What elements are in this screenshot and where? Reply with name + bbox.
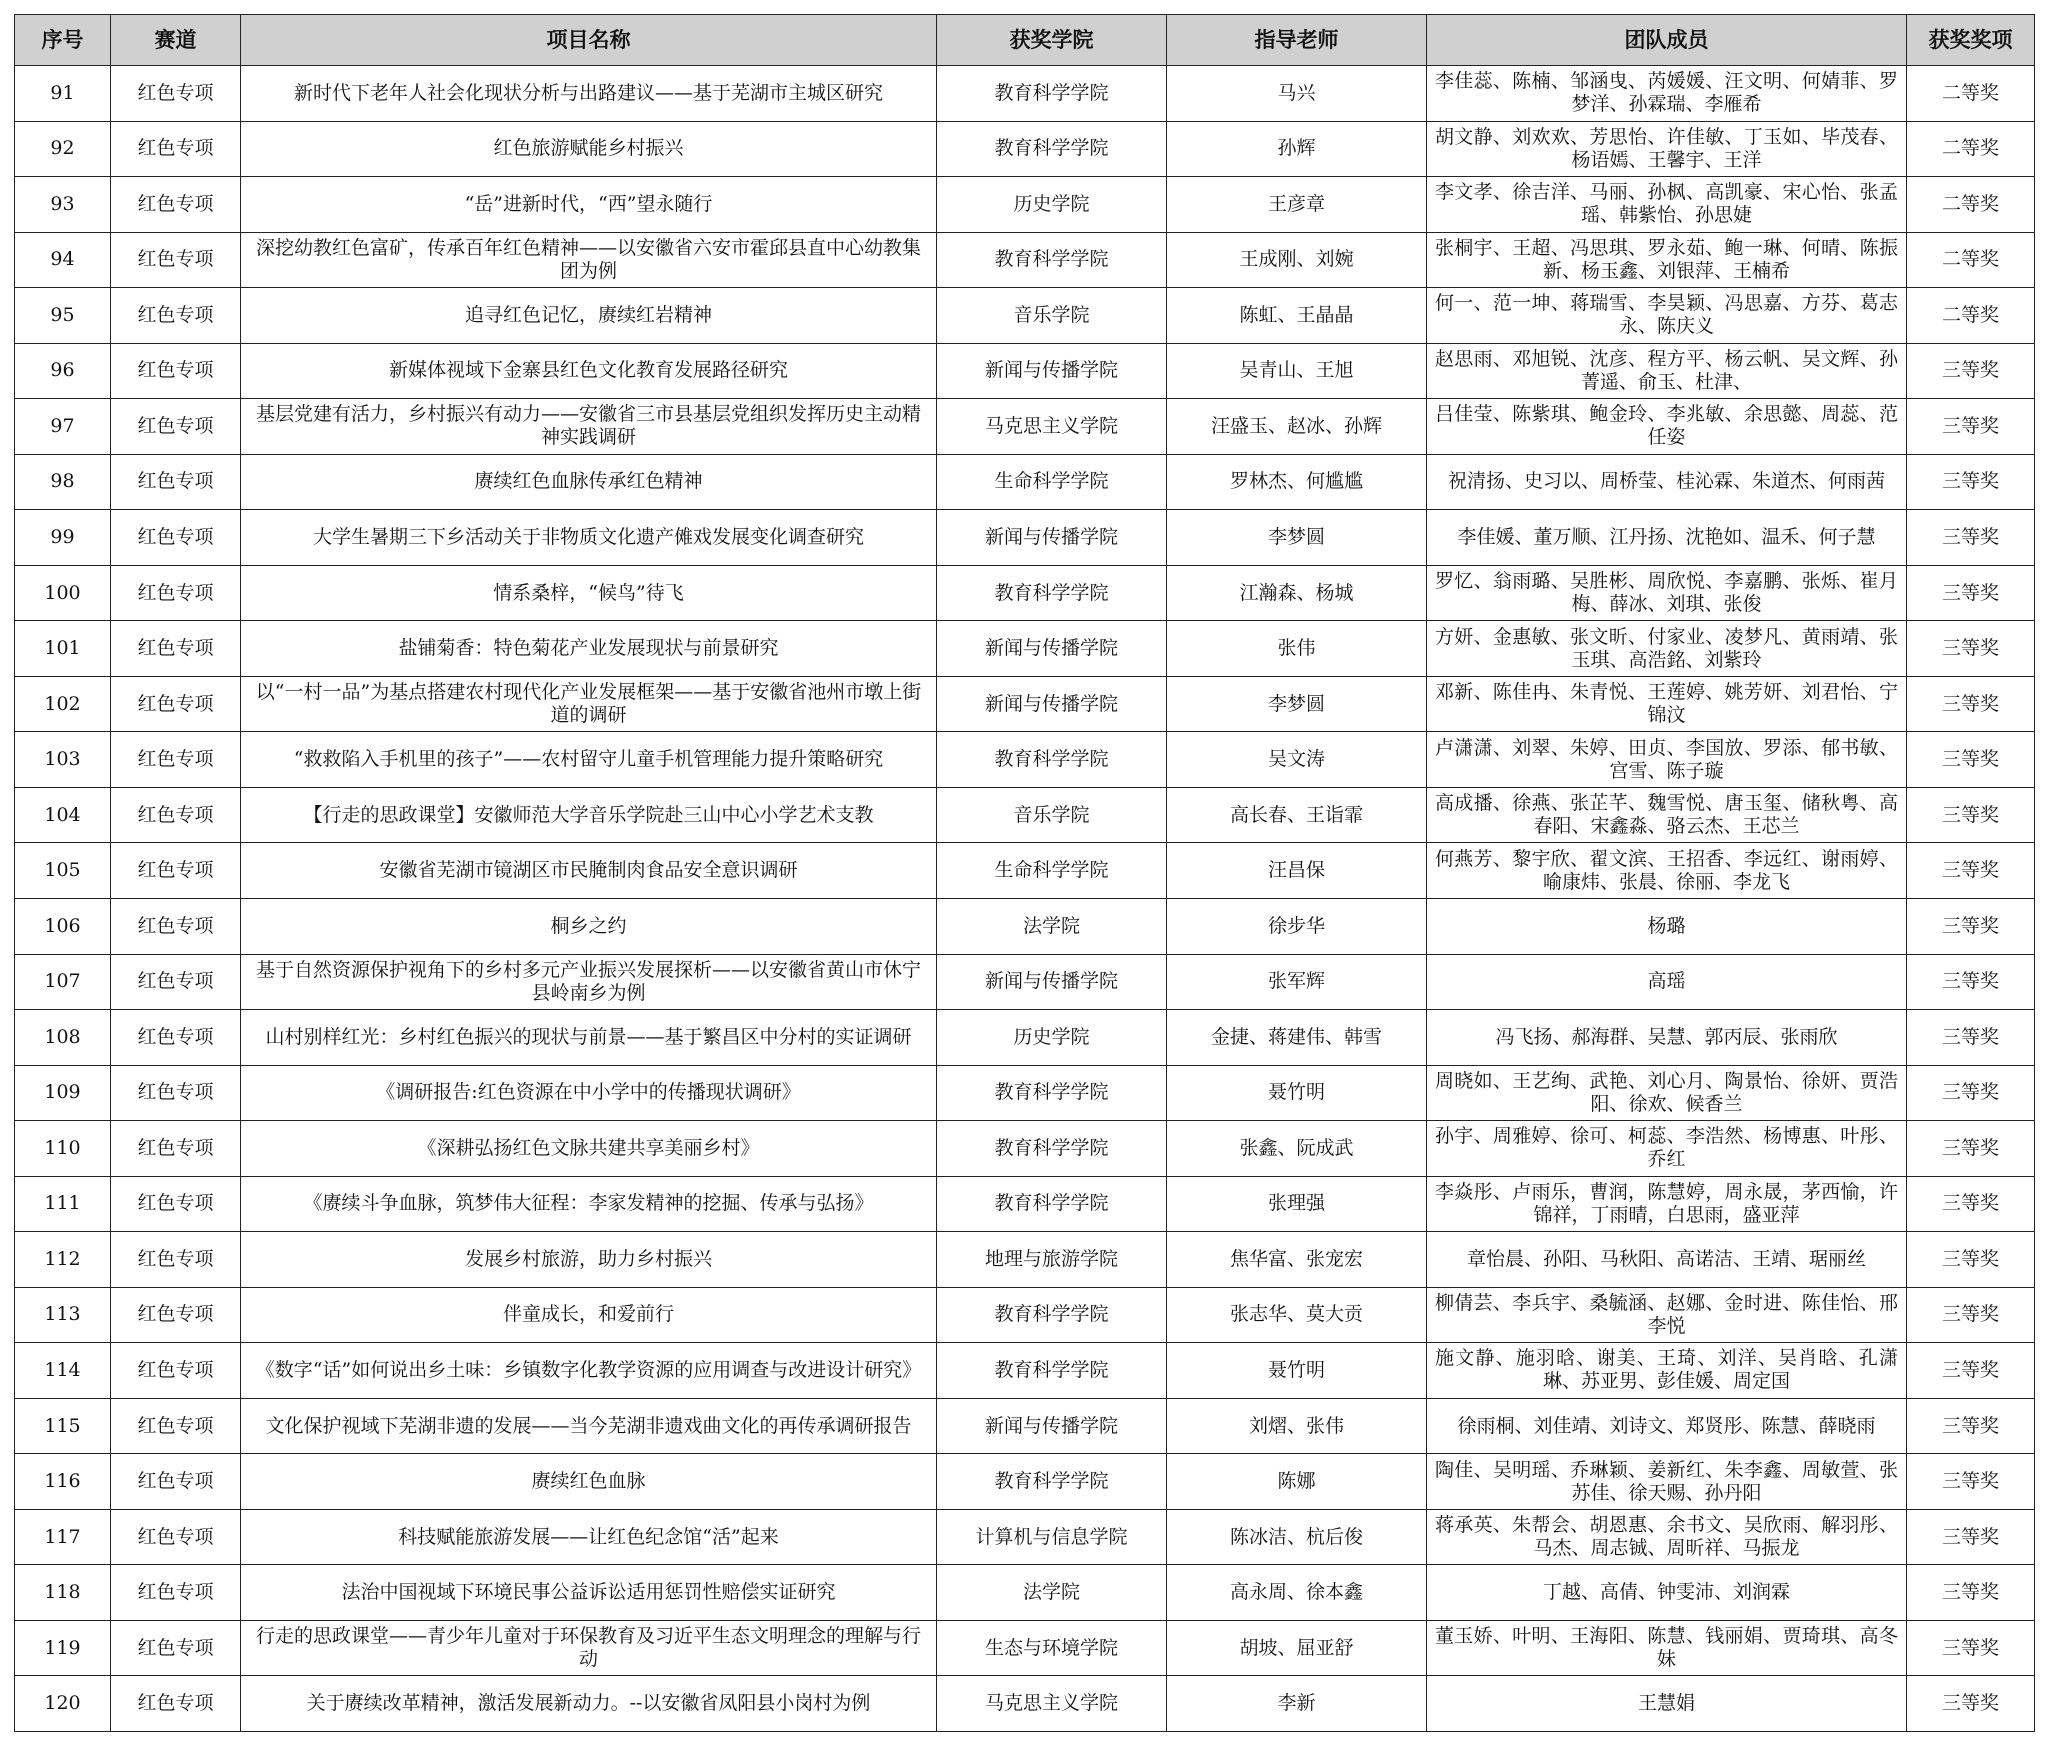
cell-college: 新闻与传播学院 [937,676,1167,732]
cell-team-members: 章怡晨、孙阳、马秋阳、高诺洁、王靖、琚丽丝 [1427,1232,1907,1288]
cell-advisor: 金捷、蒋建伟、韩雪 [1167,1010,1427,1066]
cell-index: 110 [15,1121,111,1177]
cell-project-name: 行走的思政课堂——青少年儿童对于环保教育及习近平生态文明理念的理解与行动 [241,1620,937,1676]
cell-advisor: 张志华、莫大贡 [1167,1287,1427,1343]
cell-project-name: 红色旅游赋能乡村振兴 [241,121,937,177]
cell-track: 红色专项 [111,1121,241,1177]
cell-index: 114 [15,1343,111,1399]
cell-index: 96 [15,343,111,399]
cell-award: 二等奖 [1907,288,2035,344]
cell-award: 三等奖 [1907,454,2035,510]
cell-track: 红色专项 [111,288,241,344]
cell-advisor: 汪盛玉、赵冰、孙辉 [1167,399,1427,455]
table-row [15,1176,2035,1232]
cell-team-members: 董玉娇、叶明、王海阳、陈慧、钱丽娟、贾琦琪、高冬妹 [1427,1620,1907,1676]
cell-college: 生态与环境学院 [937,1620,1167,1676]
table-row [15,843,2035,899]
cell-award: 二等奖 [1907,177,2035,233]
table-row [15,288,2035,344]
cell-award: 三等奖 [1907,1565,2035,1621]
cell-award: 二等奖 [1907,121,2035,177]
cell-track: 红色专项 [111,1010,241,1066]
cell-track: 红色专项 [111,1509,241,1565]
cell-team-members: 何一、范一坤、蒋瑞雪、李昊颖、冯思嘉、方芬、葛志永、陈庆义 [1427,288,1907,344]
cell-track: 红色专项 [111,1343,241,1399]
cell-advisor: 马兴 [1167,66,1427,122]
cell-project-name: 新媒体视域下金寨县红色文化教育发展路径研究 [241,343,937,399]
table-row [15,1065,2035,1121]
cell-team-members: 高瑶 [1427,954,1907,1010]
cell-team-members: 王慧娟 [1427,1676,1907,1732]
cell-award: 三等奖 [1907,732,2035,788]
cell-award: 三等奖 [1907,898,2035,954]
table-row [15,66,2035,122]
cell-track: 红色专项 [111,510,241,566]
cell-track: 红色专项 [111,787,241,843]
table-row [15,1232,2035,1288]
cell-award: 三等奖 [1907,1454,2035,1510]
cell-index: 111 [15,1176,111,1232]
cell-track: 红色专项 [111,343,241,399]
table-row [15,454,2035,510]
header-row [15,15,2035,66]
cell-team-members: 高成播、徐燕、张芷芊、魏雪悦、唐玉玺、储秋粤、高春阳、宋鑫淼、骆云杰、王芯兰 [1427,787,1907,843]
cell-award: 二等奖 [1907,232,2035,288]
table-row [15,1676,2035,1732]
cell-team-members: 柳倩芸、李兵宇、桑毓涵、赵娜、金时进、陈佳怡、邢李悦 [1427,1287,1907,1343]
cell-advisor: 聂竹明 [1167,1343,1427,1399]
cell-track: 红色专项 [111,454,241,510]
table-row [15,1398,2035,1454]
cell-college: 历史学院 [937,177,1167,233]
cell-project-name: “岳”进新时代，“西”望永随行 [241,177,937,233]
cell-advisor: 王成刚、刘婉 [1167,232,1427,288]
cell-team-members: 何燕芳、黎宇欣、翟文滨、王招香、李远红、谢雨婷、喻康炜、张晨、徐丽、李龙飞 [1427,843,1907,899]
cell-award: 三等奖 [1907,1398,2035,1454]
table-row [15,1010,2035,1066]
cell-index: 98 [15,454,111,510]
cell-advisor: 吴青山、王旭 [1167,343,1427,399]
cell-award: 三等奖 [1907,1509,2035,1565]
table-row [15,1509,2035,1565]
cell-track: 红色专项 [111,1287,241,1343]
cell-award: 三等奖 [1907,1010,2035,1066]
table-row [15,1343,2035,1399]
cell-team-members: 吕佳莹、陈紫琪、鲍金玲、李兆敏、余思懿、周蕊、范任姿 [1427,399,1907,455]
cell-index: 99 [15,510,111,566]
cell-project-name: “救救陷入手机里的孩子”——农村留守儿童手机管理能力提升策略研究 [241,732,937,788]
cell-index: 104 [15,787,111,843]
cell-college: 教育科学学院 [937,1343,1167,1399]
cell-track: 红色专项 [111,1232,241,1288]
cell-college: 教育科学学院 [937,1454,1167,1510]
table-row [15,565,2035,621]
cell-index: 109 [15,1065,111,1121]
cell-college: 教育科学学院 [937,565,1167,621]
cell-index: 100 [15,565,111,621]
cell-index: 106 [15,898,111,954]
cell-index: 117 [15,1509,111,1565]
cell-award: 三等奖 [1907,954,2035,1010]
cell-project-name: 安徽省芜湖市镜湖区市民腌制肉食品安全意识调研 [241,843,937,899]
cell-award: 三等奖 [1907,1343,2035,1399]
cell-award: 三等奖 [1907,676,2035,732]
cell-team-members: 李佳蕊、陈楠、邹涵曳、芮媛媛、汪文明、何婧菲、罗梦洋、孙霖瑞、李雁希 [1427,66,1907,122]
cell-project-name: 基于自然资源保护视角下的乡村多元产业振兴发展探析——以安徽省黄山市休宁县岭南乡为例 [241,954,937,1010]
cell-college: 教育科学学院 [937,66,1167,122]
cell-track: 红色专项 [111,676,241,732]
cell-team-members: 方妍、金惠敏、张文昕、付家业、凌梦凡、黄雨靖、张玉琪、高浩銘、刘紫玲 [1427,621,1907,677]
cell-team-members: 蒋承英、朱帮会、胡恩惠、余书文、吴欣雨、解羽彤、马杰、周志铖、周昕祥、马振龙 [1427,1509,1907,1565]
cell-index: 112 [15,1232,111,1288]
cell-index: 105 [15,843,111,899]
cell-award: 三等奖 [1907,1676,2035,1732]
cell-college: 计算机与信息学院 [937,1509,1167,1565]
cell-team-members: 赵思雨、邓旭锐、沈彦、程方平、杨云帆、吴文辉、孙菁遥、俞玉、杜津、 [1427,343,1907,399]
cell-college: 新闻与传播学院 [937,343,1167,399]
cell-college: 音乐学院 [937,787,1167,843]
cell-award: 三等奖 [1907,787,2035,843]
cell-college: 新闻与传播学院 [937,1398,1167,1454]
cell-advisor: 孙辉 [1167,121,1427,177]
table-row [15,732,2035,788]
cell-track: 红色专项 [111,1454,241,1510]
cell-advisor: 李梦圆 [1167,676,1427,732]
cell-advisor: 吴文涛 [1167,732,1427,788]
awards-table [14,14,2035,1732]
cell-project-name: 以“一村一品”为基点搭建农村现代化产业发展框架——基于安徽省池州市墩上街道的调研 [241,676,937,732]
cell-index: 103 [15,732,111,788]
cell-team-members: 杨璐 [1427,898,1907,954]
cell-advisor: 高长春、王诣霏 [1167,787,1427,843]
header-project-name: 项目名称 [241,15,937,66]
cell-college: 新闻与传播学院 [937,954,1167,1010]
table-row [15,1121,2035,1177]
cell-index: 115 [15,1398,111,1454]
cell-project-name: 《赓续斗争血脉，筑梦伟大征程：李家发精神的挖掘、传承与弘扬》 [241,1176,937,1232]
cell-project-name: 新时代下老年人社会化现状分析与出路建议——基于芜湖市主城区研究 [241,66,937,122]
cell-advisor: 张军辉 [1167,954,1427,1010]
table-row [15,787,2035,843]
cell-index: 119 [15,1620,111,1676]
cell-track: 红色专项 [111,1398,241,1454]
table-row [15,1287,2035,1343]
cell-track: 红色专项 [111,954,241,1010]
table-row [15,232,2035,288]
cell-track: 红色专项 [111,621,241,677]
cell-college: 新闻与传播学院 [937,510,1167,566]
cell-index: 91 [15,66,111,122]
cell-track: 红色专项 [111,1065,241,1121]
header-index: 序号 [15,15,111,66]
cell-project-name: 桐乡之约 [241,898,937,954]
cell-award: 三等奖 [1907,343,2035,399]
cell-advisor: 陈虹、王晶晶 [1167,288,1427,344]
cell-track: 红色专项 [111,66,241,122]
cell-index: 116 [15,1454,111,1510]
table-row [15,121,2035,177]
cell-team-members: 陶佳、吴明瑶、乔琳颖、姜新红、朱李鑫、周敏萱、张苏佳、徐天赐、孙丹阳 [1427,1454,1907,1510]
cell-team-members: 祝清扬、史习以、周桥莹、桂沁霖、朱道杰、何雨茜 [1427,454,1907,510]
cell-advisor: 张伟 [1167,621,1427,677]
cell-index: 118 [15,1565,111,1621]
cell-team-members: 卢潇潇、刘翠、朱婷、田贞、李国放、罗添、郁书敏、宫雪、陈子璇 [1427,732,1907,788]
cell-advisor: 陈娜 [1167,1454,1427,1510]
header-advisor: 指导老师 [1167,15,1427,66]
header-team-members: 团队成员 [1427,15,1907,66]
cell-index: 113 [15,1287,111,1343]
cell-project-name: 追寻红色记忆，赓续红岩精神 [241,288,937,344]
cell-college: 历史学院 [937,1010,1167,1066]
cell-project-name: 发展乡村旅游，助力乡村振兴 [241,1232,937,1288]
cell-project-name: 《数字“话”如何说出乡土味：乡镇数字化教学资源的应用调查与改进设计研究》 [241,1343,937,1399]
cell-track: 红色专项 [111,1620,241,1676]
cell-advisor: 李新 [1167,1676,1427,1732]
table-body [15,66,2035,1732]
cell-college: 音乐学院 [937,288,1167,344]
cell-index: 93 [15,177,111,233]
cell-track: 红色专项 [111,1176,241,1232]
cell-track: 红色专项 [111,232,241,288]
cell-team-members: 胡文静、刘欢欢、芳思怡、许佳敏、丁玉如、毕茂春、杨语嫣、王馨宇、王洋 [1427,121,1907,177]
cell-track: 红色专项 [111,565,241,621]
cell-college: 新闻与传播学院 [937,621,1167,677]
cell-college: 教育科学学院 [937,1065,1167,1121]
cell-team-members: 徐雨桐、刘佳靖、刘诗文、郑贤彤、陈慧、薛晓雨 [1427,1398,1907,1454]
cell-team-members: 李焱彤、卢雨乐，曹润，陈慧婷，周永晟，茅西愉，许锦祥，丁雨晴，白思雨，盛亚萍 [1427,1176,1907,1232]
cell-advisor: 李梦圆 [1167,510,1427,566]
cell-college: 生命科学学院 [937,843,1167,899]
header-award: 获奖奖项 [1907,15,2035,66]
cell-project-name: 赓续红色血脉传承红色精神 [241,454,937,510]
cell-track: 红色专项 [111,399,241,455]
cell-project-name: 科技赋能旅游发展——让红色纪念馆“活”起来 [241,1509,937,1565]
cell-college: 教育科学学院 [937,121,1167,177]
cell-team-members: 邓新、陈佳冉、朱青悦、王莲婷、姚芳妍、刘君怡、宁锦汶 [1427,676,1907,732]
cell-team-members: 罗忆、翁雨璐、吴胜彬、周欣悦、李嘉鹏、张烁、崔月梅、薛冰、刘琪、张俊 [1427,565,1907,621]
cell-college: 教育科学学院 [937,1176,1167,1232]
cell-track: 红色专项 [111,898,241,954]
table-row [15,343,2035,399]
cell-track: 红色专项 [111,1676,241,1732]
cell-advisor: 聂竹明 [1167,1065,1427,1121]
cell-project-name: 《深耕弘扬红色文脉共建共享美丽乡村》 [241,1121,937,1177]
cell-award: 三等奖 [1907,1065,2035,1121]
cell-advisor: 王彦章 [1167,177,1427,233]
cell-project-name: 【行走的思政课堂】安徽师范大学音乐学院赴三山中心小学艺术支教 [241,787,937,843]
cell-track: 红色专项 [111,843,241,899]
cell-college: 教育科学学院 [937,232,1167,288]
cell-team-members: 李佳媛、董万顺、江丹扬、沈艳如、温禾、何子慧 [1427,510,1907,566]
cell-project-name: 文化保护视域下芜湖非遗的发展——当今芜湖非遗戏曲文化的再传承调研报告 [241,1398,937,1454]
cell-award: 三等奖 [1907,621,2035,677]
cell-team-members: 丁越、高倩、钟雯沛、刘润霖 [1427,1565,1907,1621]
cell-advisor: 高永周、徐本鑫 [1167,1565,1427,1621]
table-row [15,1620,2035,1676]
cell-college: 教育科学学院 [937,1121,1167,1177]
cell-index: 97 [15,399,111,455]
cell-college: 法学院 [937,898,1167,954]
table-row [15,954,2035,1010]
cell-team-members: 冯飞扬、郝海群、吴慧、郭丙辰、张雨欣 [1427,1010,1907,1066]
cell-track: 红色专项 [111,732,241,788]
cell-award: 三等奖 [1907,565,2035,621]
cell-index: 92 [15,121,111,177]
cell-award: 三等奖 [1907,843,2035,899]
cell-advisor: 陈冰洁、杭后俊 [1167,1509,1427,1565]
table-row [15,898,2035,954]
cell-index: 107 [15,954,111,1010]
cell-index: 101 [15,621,111,677]
cell-team-members: 孙宇、周雅婷、徐可、柯蕊、李浩然、杨博惠、叶彤、乔红 [1427,1121,1907,1177]
cell-college: 法学院 [937,1565,1167,1621]
cell-index: 95 [15,288,111,344]
cell-team-members: 李文孝、徐吉洋、马丽、孙枫、高凯豪、宋心怡、张孟瑶、韩紫怡、孙思婕 [1427,177,1907,233]
cell-project-name: 深挖幼教红色富矿，传承百年红色精神——以安徽省六安市霍邱县直中心幼教集团为例 [241,232,937,288]
header-college: 获奖学院 [937,15,1167,66]
cell-advisor: 胡坡、屈亚舒 [1167,1620,1427,1676]
cell-advisor: 江瀚森、杨城 [1167,565,1427,621]
cell-advisor: 张鑫、阮成武 [1167,1121,1427,1177]
cell-award: 二等奖 [1907,66,2035,122]
table-row [15,510,2035,566]
cell-college: 马克思主义学院 [937,1676,1167,1732]
cell-project-name: 基层党建有活力，乡村振兴有动力——安徽省三市县基层党组织发挥历史主动精神实践调研 [241,399,937,455]
cell-team-members: 张桐宇、王超、冯思琪、罗永茹、鲍一琳、何晴、陈振新、杨玉鑫、刘银萍、王楠希 [1427,232,1907,288]
cell-college: 马克思主义学院 [937,399,1167,455]
cell-advisor: 汪昌保 [1167,843,1427,899]
cell-track: 红色专项 [111,1565,241,1621]
cell-team-members: 施文静、施羽晗、谢美、王琦、刘洋、吴肖晗、孔潇琳、苏亚男、彭佳媛、周定国 [1427,1343,1907,1399]
table-row [15,177,2035,233]
cell-index: 108 [15,1010,111,1066]
cell-team-members: 周晓如、王艺绚、武艳、刘心月、陶景怡、徐妍、贾浩阳、徐欢、候香兰 [1427,1065,1907,1121]
cell-advisor: 张理强 [1167,1176,1427,1232]
cell-college: 教育科学学院 [937,732,1167,788]
table-row [15,399,2035,455]
cell-track: 红色专项 [111,177,241,233]
cell-award: 三等奖 [1907,1176,2035,1232]
table-row [15,1454,2035,1510]
cell-project-name: 情系桑梓，“候鸟”待飞 [241,565,937,621]
cell-index: 94 [15,232,111,288]
cell-advisor: 刘熠、张伟 [1167,1398,1427,1454]
cell-project-name: 大学生暑期三下乡活动关于非物质文化遗产傩戏发展变化调查研究 [241,510,937,566]
table-row [15,621,2035,677]
cell-advisor: 徐步华 [1167,898,1427,954]
table-row [15,1565,2035,1621]
cell-project-name: 法治中国视域下环境民事公益诉讼适用惩罚性赔偿实证研究 [241,1565,937,1621]
cell-advisor: 焦华富、张宠宏 [1167,1232,1427,1288]
cell-college: 地理与旅游学院 [937,1232,1167,1288]
cell-award: 三等奖 [1907,1287,2035,1343]
cell-award: 三等奖 [1907,510,2035,566]
cell-award: 三等奖 [1907,1232,2035,1288]
table-row [15,676,2035,732]
cell-project-name: 关于赓续改革精神，激活发展新动力。--以安徽省凤阳县小岗村为例 [241,1676,937,1732]
cell-college: 生命科学学院 [937,454,1167,510]
cell-index: 102 [15,676,111,732]
cell-advisor: 罗林杰、何尴尴 [1167,454,1427,510]
cell-award: 三等奖 [1907,399,2035,455]
cell-project-name: 伴童成长，和爱前行 [241,1287,937,1343]
cell-project-name: 《调研报告:红色资源在中小学中的传播现状调研》 [241,1065,937,1121]
cell-award: 三等奖 [1907,1121,2035,1177]
cell-track: 红色专项 [111,121,241,177]
table-header [15,15,2035,66]
cell-award: 三等奖 [1907,1620,2035,1676]
cell-project-name: 盐铺菊香：特色菊花产业发展现状与前景研究 [241,621,937,677]
cell-index: 120 [15,1676,111,1732]
cell-project-name: 赓续红色血脉 [241,1454,937,1510]
cell-project-name: 山村别样红光：乡村红色振兴的现状与前景——基于繁昌区中分村的实证调研 [241,1010,937,1066]
cell-college: 教育科学学院 [937,1287,1167,1343]
header-track: 赛道 [111,15,241,66]
